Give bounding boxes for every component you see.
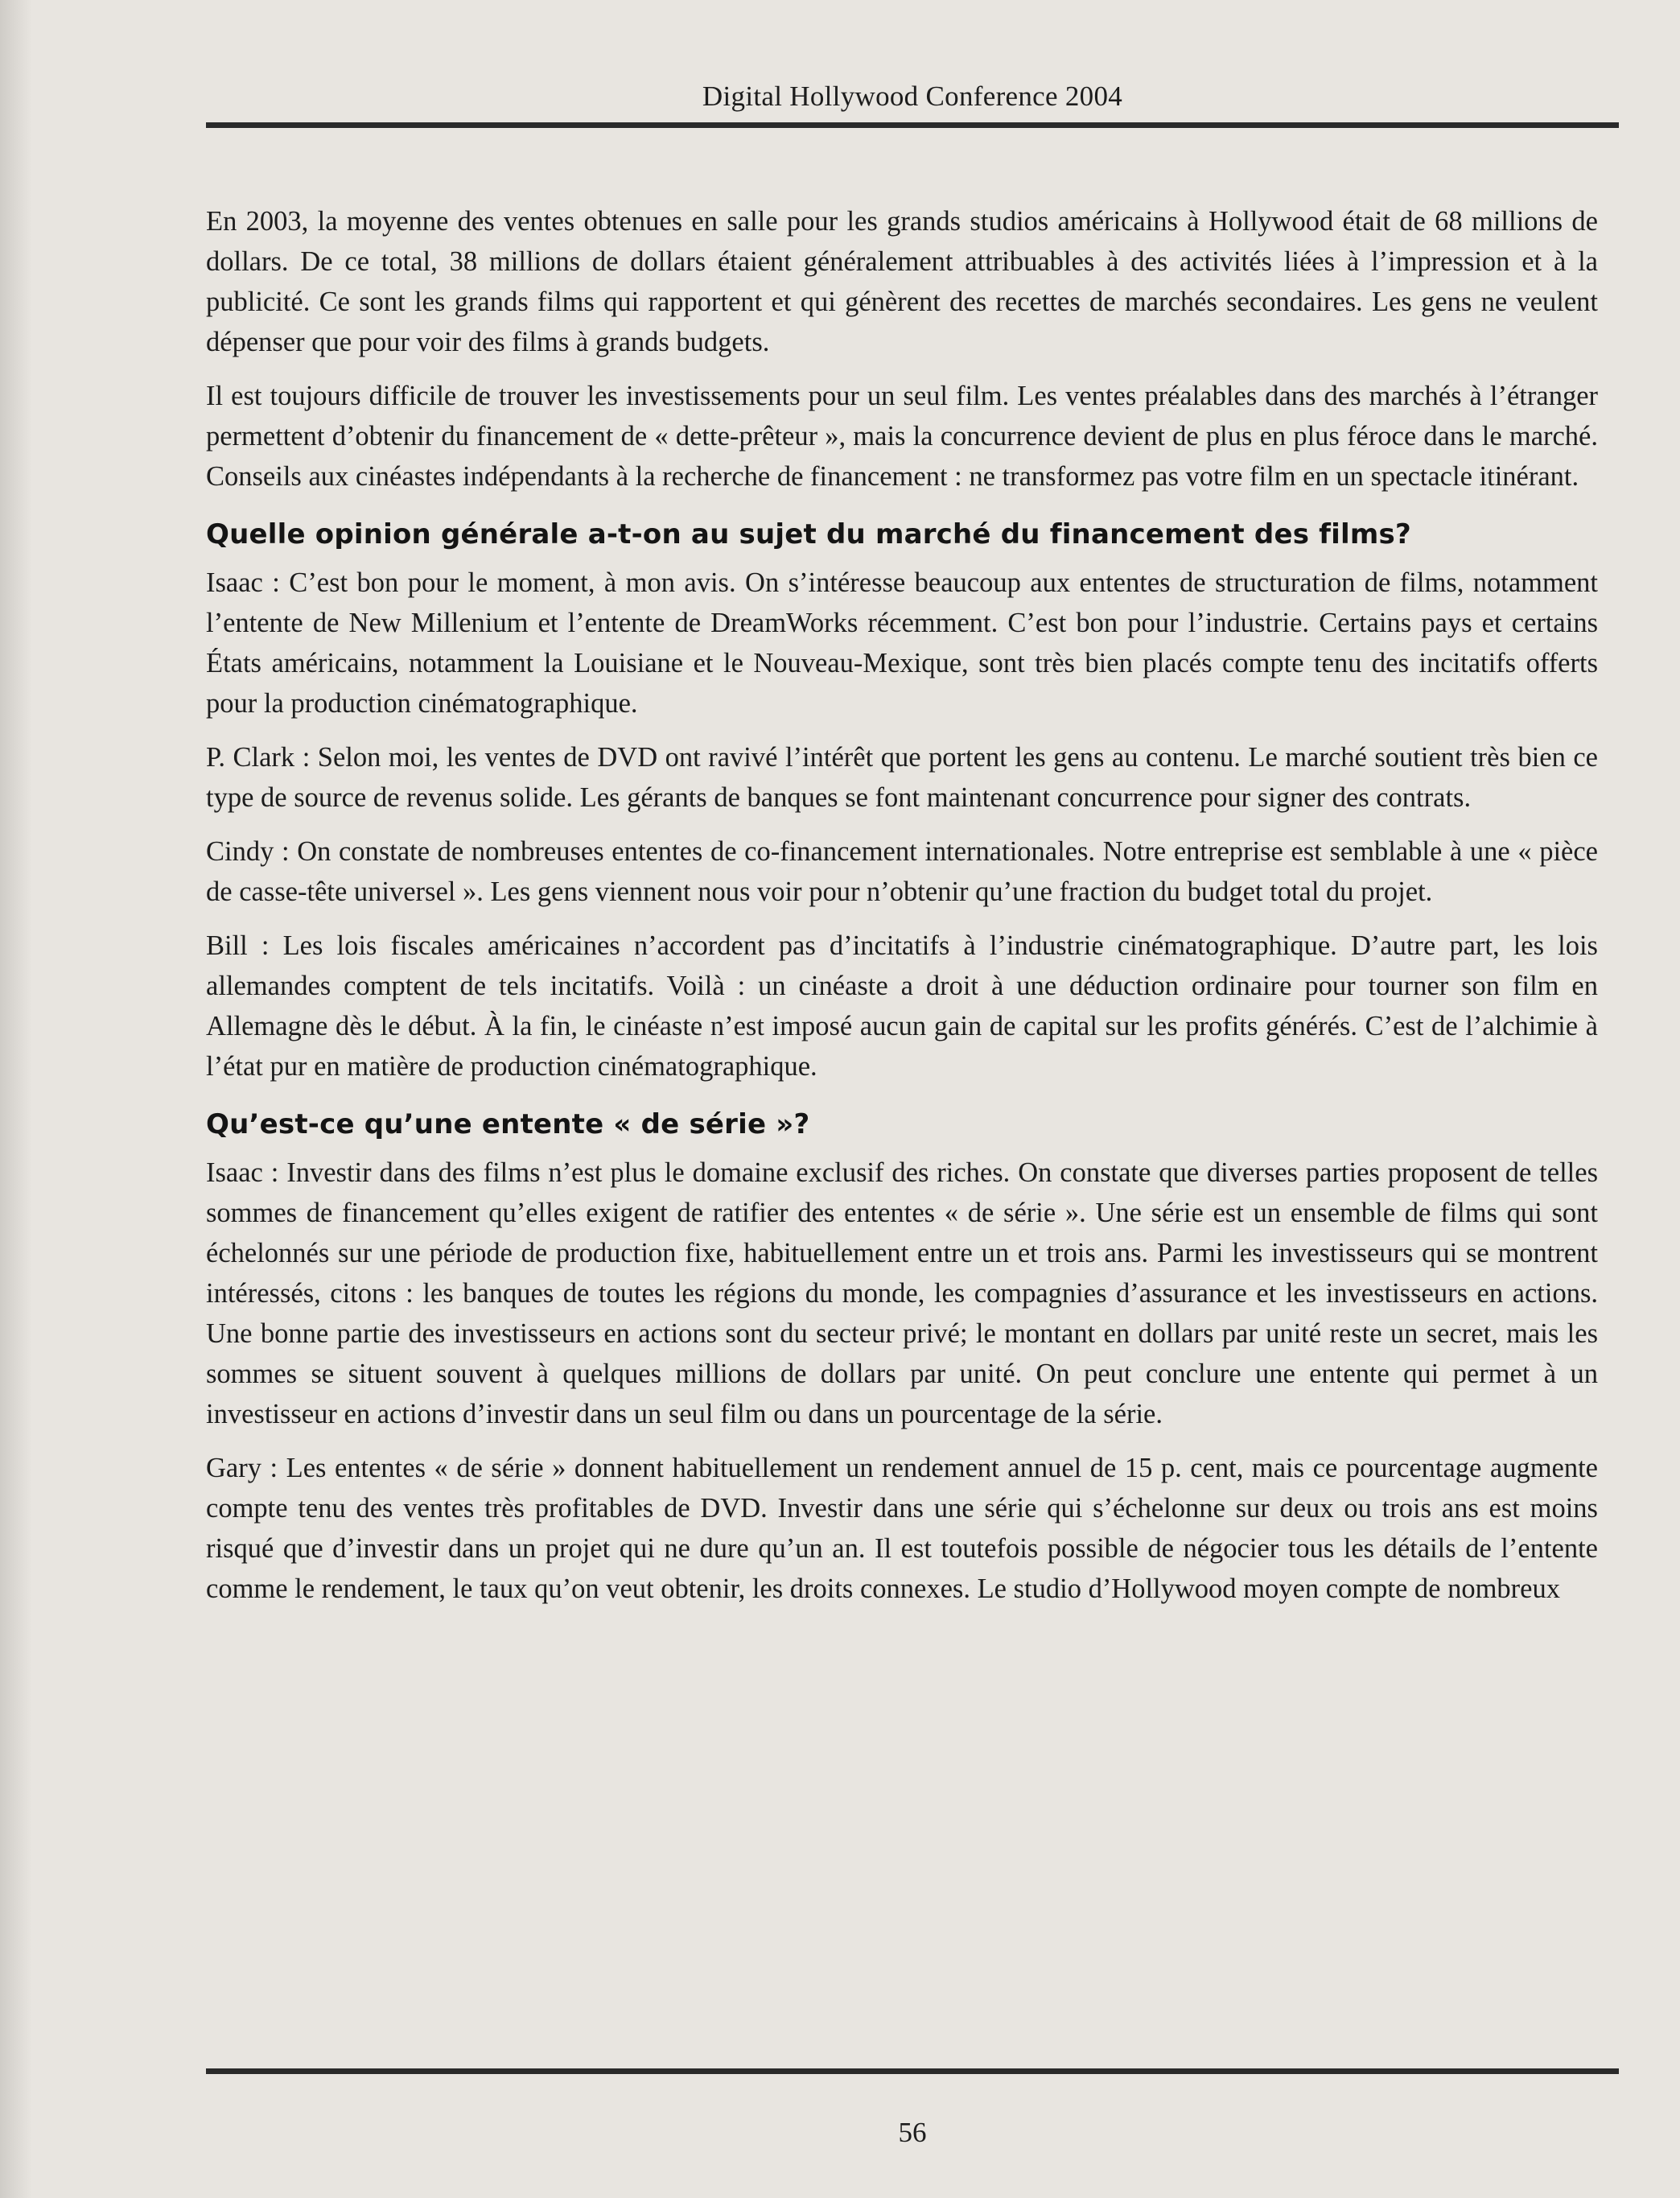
paragraph-cindy-opinion: Cindy : On constate de nombreuses ententes de co-financement internationales. Notre entreprise est semblable à une « pièce de casse-tête universel ». Les gens viennent nous voir pour n’obtenir qu’une fraction du budget total du projet. (206, 836, 1598, 907)
paragraph-isaac-opinion: Isaac : C’est bon pour le moment, à mon avis. On s’intéresse beaucoup aux ententes de structuration de films, notamment l’entente de New Millenium et l’entente de DreamWorks récemment. C’est bon pour l’industrie. Certains pays et certains États américains, notamment la Louisiane et le Nouveau-Mexique, sont très bien placés compte tenu des incitatifs offerts pour la production cinématographique. (206, 567, 1598, 719)
running-header: Digital Hollywood Conference 2004 (702, 80, 1123, 112)
paragraph-isaac-slate: Isaac : Investir dans des films n’est plus le domaine exclusif des riches. On constate que diverses parties proposent de telles sommes de financement qu’elles exigent de ratifier des ententes « de série ». Une série est un ensemble de films qui sont échelonnés sur une période de production fixe, habituellement entre un et trois ans. Parmi les investisseurs qui se montrent intéressés, citons : les banques de toutes les régions du monde, les compagnies d’assurance et les investisseurs en actions. Une bonne partie des investisseurs en actions sont du secteur privé; le montant en dollars par unité reste un secret, mais les sommes se situent souvent à quelques millions de dollars par unité. On peut conclure une entente qui permet à un investisseur en actions d’investir dans un seul film ou dans un pourcentage de la série. (206, 1157, 1598, 1429)
footer-rule (206, 2068, 1619, 2074)
page-body (206, 201, 1598, 1623)
paragraph-bill-opinion: Bill : Les lois fiscales américaines n’accordent pas d’incitatifs à l’industrie cinématographique. D’autre part, les lois allemandes comptent de tels incitatifs. Voilà : un cinéaste a droit à une déduction ordinaire pour tourner son film en Allemagne dès le début. À la fin, le cinéaste n’est imposé aucun gain de capital sur les profits générés. C’est de l’alchimie à l’état pur en matière de production cinématographique. (206, 930, 1598, 1082)
header-rule (206, 122, 1619, 128)
paragraph-gary-slate: Gary : Les ententes « de série » donnent habituellement un rendement annuel de 15 p. cent, mais ce pourcentage augmente compte tenu des ventes très profitables de DVD. Investir dans une série qui s’échelonne sur deux ou trois ans est moins risqué que d’investir dans un projet qui ne dure qu’un an. Il est toutefois possible de négocier tous les détails de l’entente comme le rendement, le taux qu’on veut obtenir, les droits connexes. Le studio d’Hollywood moyen compte de nombreux (206, 1453, 1598, 1604)
paragraph-clark-opinion: P. Clark : Selon moi, les ventes de DVD ont ravivé l’intérêt que portent les gens au contenu. Le marché soutient très bien ce type de source de revenus solide. Les gérants de banques se font maintenant concurrence pour signer des contrats. (206, 742, 1598, 813)
paragraph-box-office: En 2003, la moyenne des ventes obtenues en salle pour les grands studios américains à Hollywood était de 68 millions de dollars. De ce total, 38 millions de dollars étaient généralement attribuables à des activités liées à l’impression et à la publicité. Ce sont les grands films qui rapportent et qui génèrent des recettes de marchés secondaires. Les gens ne veulent dépenser que pour voir des films à grands budgets. (206, 206, 1598, 357)
page-edge-shadow (0, 0, 32, 2198)
section-heading-financing-market: Quelle opinion générale a-t-on au sujet du marché du financement des films? (206, 518, 1411, 551)
paragraph-investment: Il est toujours difficile de trouver les investissements pour un seul film. Les ventes préalables dans des marchés à l’étranger permettent d’obtenir du financement de « dette-prêteur », mais la concurrence devient de plus en plus féroce dans le marché. Conseils aux cinéastes indépendants à la recherche de financement : ne transformez pas votre film en un spectacle itinérant. (206, 381, 1598, 492)
section-heading-slate-deal: Qu’est-ce qu’une entente « de série »? (206, 1108, 810, 1140)
page-number: 56 (898, 2117, 927, 2148)
